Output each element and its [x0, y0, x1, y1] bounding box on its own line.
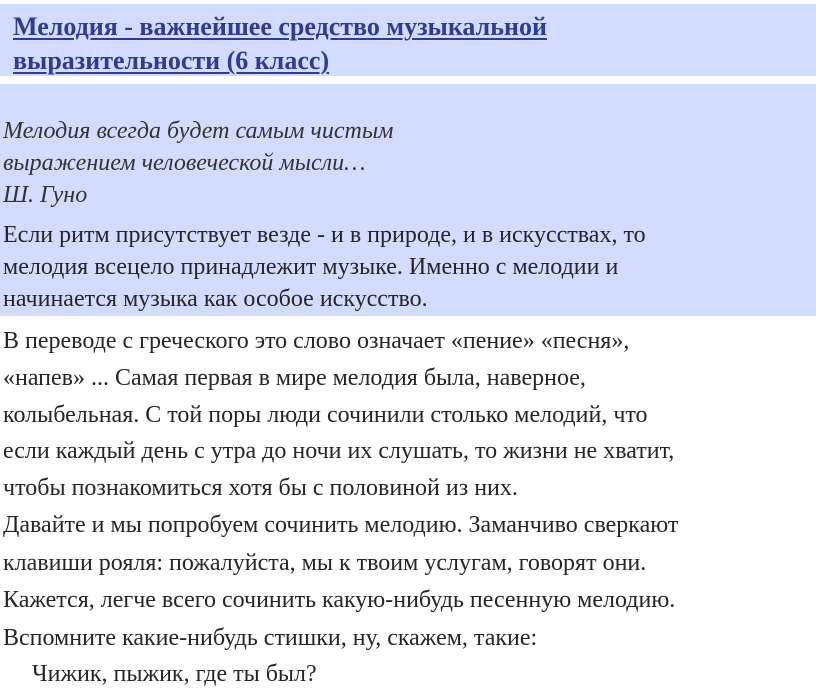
paragraph-line: мелодия всецело принадлежит музыке. Именно с мелодии и — [3, 254, 619, 280]
paragraph-line: Если ритм присутствует везде - и в природе, и в искусствах, то — [3, 222, 646, 248]
paragraph-line: клавиши рояля: пожалуйста, мы к твоим услугам, говорят они. — [3, 549, 647, 576]
paragraph-line: если каждый день с утра до ночи их слушать, то жизни не хватит, — [3, 438, 675, 465]
paragraph-compose-melody — [3, 507, 678, 657]
verse-line-1: Чижик, пыжик, где ты был? — [32, 661, 317, 687]
epigraph — [3, 115, 393, 211]
paragraph-line: Вспомните какие-нибудь стишки, ну, скажем, такие: — [3, 624, 538, 651]
title-banner — [0, 4, 816, 76]
paragraph-line: В переводе с греческого это слово означает «пение» «песня», — [3, 328, 630, 354]
paragraph-line: Давайте и мы попробуем сочинить мелодию. Заманчиво сверкают — [3, 512, 679, 538]
verse — [32, 658, 317, 690]
paragraph-line: Кажется, легче всего сочинить какую-нибудь песенную мелодию. — [3, 587, 676, 613]
paragraph-line: чтобы познакомиться хотя бы с половиной из них. — [3, 475, 518, 502]
paragraph-line: колыбельная. С той поры люди сочинили столько мелодий, что — [3, 401, 648, 428]
epigraph-line-2: выражением человеческой мысли… — [3, 150, 366, 176]
epigraph-author: Ш. Гуно — [3, 182, 88, 208]
paragraph-line: начинается музыка как особое искусство. — [3, 286, 428, 312]
title-line-1[interactable]: Мелодия - важнейшее средство музыкальной — [13, 12, 547, 41]
paragraph-rhythm — [3, 219, 646, 315]
page-title[interactable] — [13, 10, 547, 78]
epigraph-line-1: Мелодия всегда будет самым чистым — [3, 118, 394, 144]
paragraph-line: «напев» ... Самая первая в мире мелодия была, наверное, — [3, 364, 586, 391]
paragraph-greek-meaning — [3, 323, 674, 507]
title-line-2[interactable]: выразительности (6 класс) — [13, 46, 330, 75]
